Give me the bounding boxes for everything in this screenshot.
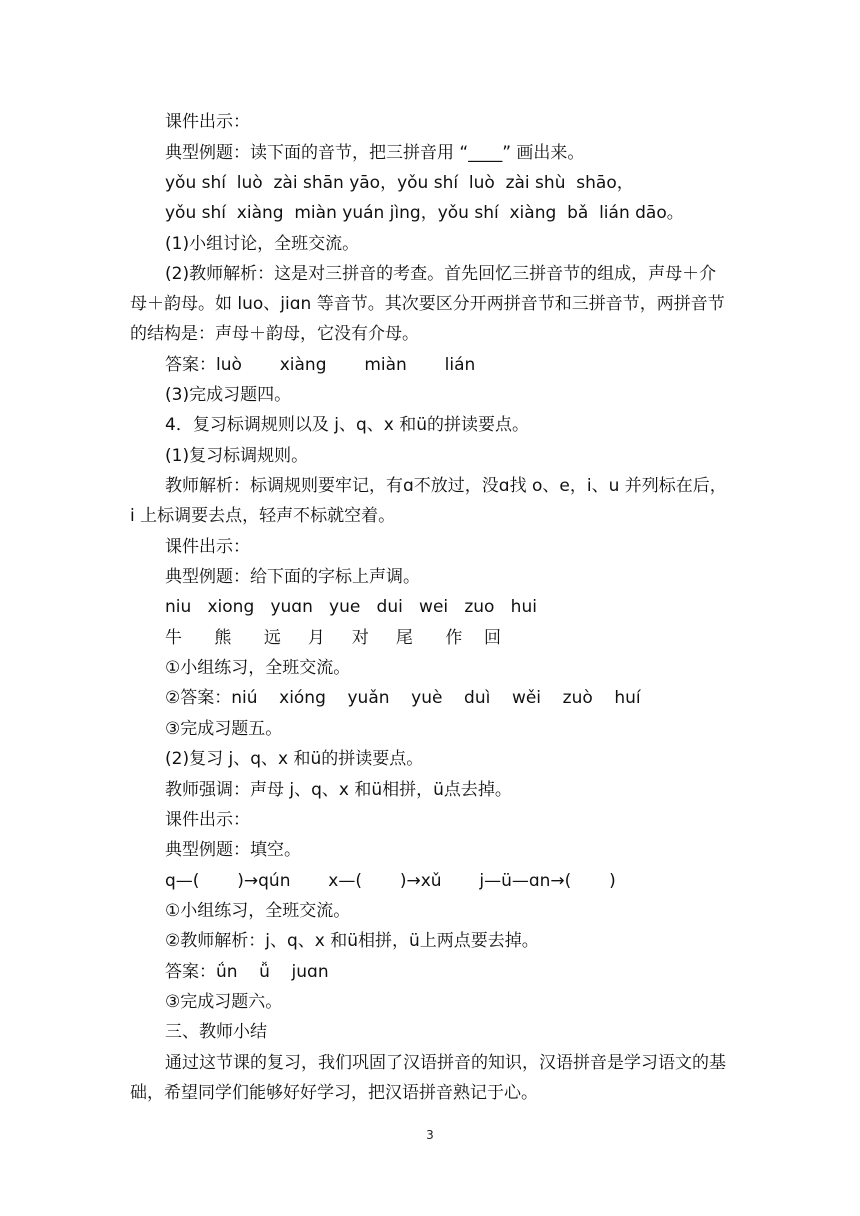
text-line: ①小组练习，全班交流。	[165, 901, 351, 921]
text-line: 础，希望同学们能够好好学习，把汉语拼音熟记于心。	[130, 1083, 538, 1103]
text-line: (1)小组讨论，全班交流。	[165, 234, 360, 254]
text-line: 课件出示：	[165, 810, 250, 830]
text-line: ③完成习题六。	[165, 992, 283, 1012]
section-heading: 三、教师小结	[165, 1022, 267, 1042]
page-number: 3	[426, 1128, 434, 1142]
text-line: 答案：ǘn ǚ juɑn	[165, 962, 329, 982]
text-line: 母＋韵母。如 luo、jiɑn 等音节。其次要区分开两拼音节和三拼音节，两拼音节	[130, 294, 725, 314]
text-line: ③完成习题五。	[165, 719, 283, 739]
text-line: 教师强调：声母 j、q、x 和ü相拼，ü点去掉。	[165, 780, 512, 800]
text-line: 的结构是：声母＋韵母，它没有介母。	[130, 324, 419, 344]
text-line: q—( )→qún x—( )→xǔ j—ü—ɑn→( )	[165, 871, 616, 891]
text-line: (1)复习标调规则。	[165, 446, 309, 466]
text-line: yǒu shí luò zài shān yāo，yǒu shí luò zài shù shāo，	[165, 173, 634, 193]
text-line: 牛 熊 远 月 对 尾 作 回	[165, 628, 501, 648]
text-line: ①小组练习，全班交流。	[165, 658, 351, 678]
text-line: ②答案：niú xióng yuǎn yuè duì wěi zuò huí	[165, 688, 641, 708]
text-line: (3)完成习题四。	[165, 385, 292, 405]
text-line: 典型例题：填空。	[165, 840, 301, 860]
text-line: 通过这节课的复习，我们巩固了汉语拼音的知识，汉语拼音是学习语文的基	[165, 1053, 726, 1073]
text-line: i 上标调要去点，轻声不标就空着。	[130, 506, 396, 526]
text-line: (2)复习 j、q、x 和ü的拼读要点。	[165, 749, 424, 769]
text-line: 典型例题：读下面的音节，把三拼音用 “____” 画出来。	[165, 143, 585, 163]
text-line: niu xiong yuɑn yue dui wei zuo hui	[165, 597, 537, 617]
text-line: 答案：luò xiàng miàn lián	[165, 355, 476, 375]
text-line: (2)教师解析：这是对三拼音的考查。首先回忆三拼音节的组成，声母＋介	[165, 264, 717, 284]
text-line: 教师解析：标调规则要牢记，有ɑ不放过，没ɑ找 o、e，i、u 并列标在后，	[165, 476, 727, 496]
text-line: yǒu shí xiàng miàn yuán jìng，yǒu shí xiàng bǎ lián dāo。	[165, 203, 684, 223]
text-line: 课件出示：	[165, 537, 250, 557]
text-line: 典型例题：给下面的字标上声调。	[165, 567, 420, 587]
text-line: 课件出示：	[165, 112, 250, 132]
text-line: ②教师解析：j、q、x 和ü相拼，ü上两点要去掉。	[165, 931, 539, 951]
text-line: 4．复习标调规则以及 j、q、x 和ü的拼读要点。	[165, 415, 529, 435]
